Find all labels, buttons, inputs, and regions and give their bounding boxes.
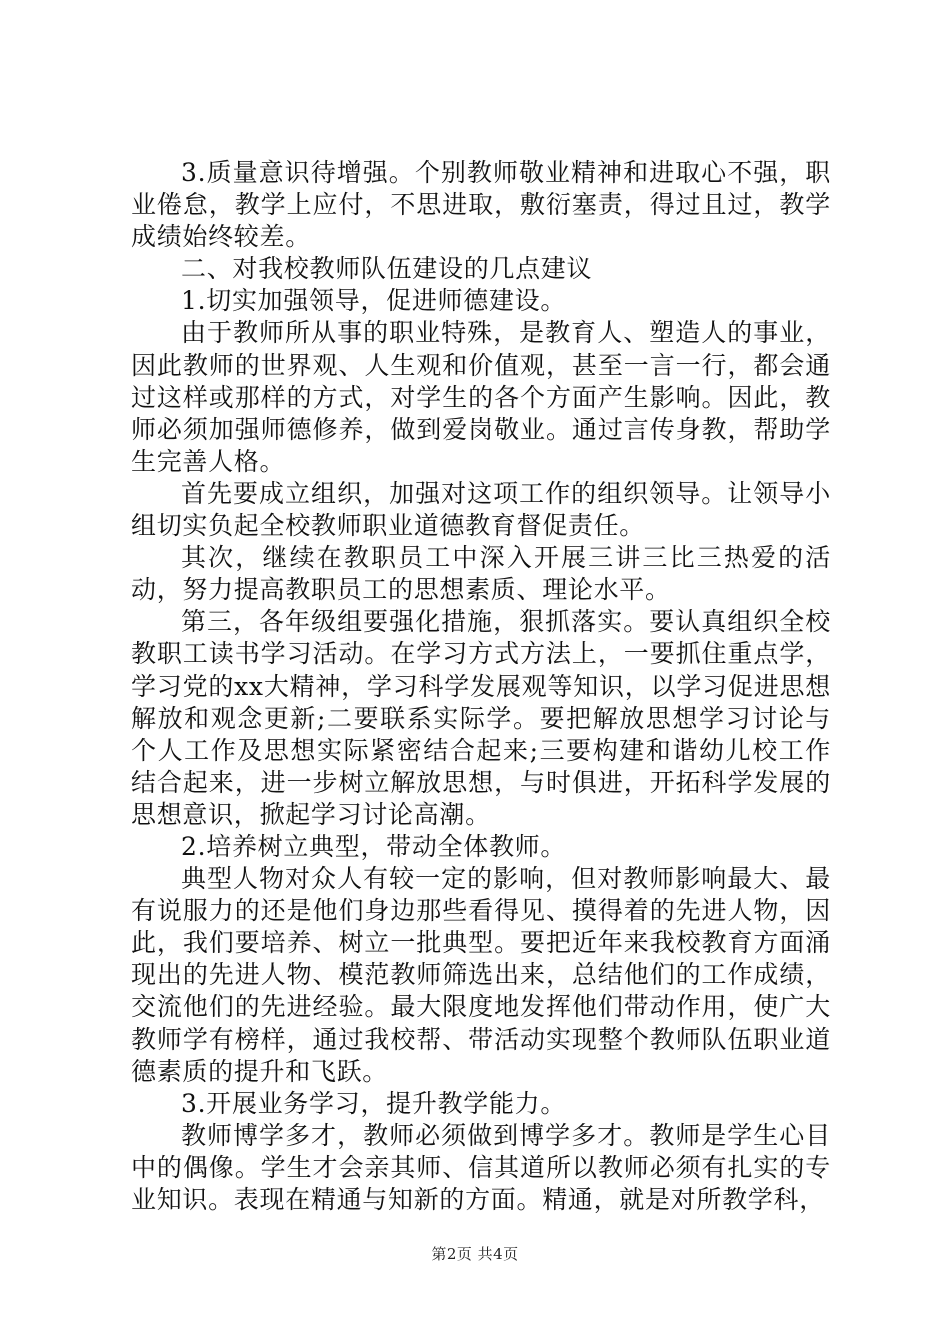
section-heading-suggestions: 二、对我校教师队伍建设的几点建议 (181, 254, 593, 284)
paragraph-third-measures: 第三，各年级组要强化措施，狠抓落实。要认真组织全校教职工读书学习活动。在学习方式方法上，一要抓住重点学，学习党的xx大精神，学习科学发展观等知识，以学习促进思想解放和观念更新;二要联系实际学。要把解放思想学习讨论与个人工作及思想实际紧密结合起来;三要构建和谐幼儿校工作结合起来，进一步树立解放思想，与时俱进，开拓科学发展的思想意识，掀起学习讨论高潮。 (131, 607, 831, 829)
paragraph-typical-figures: 典型人物对众人有较一定的影响，但对教师影响最大、最有说服力的还是他们身边那些看得见、摸得着的先进人物，因此，我们要培养、树立一批典型。要把近年来我校教育方面涌现出的先进人物、模范教师筛选出来，总结他们的工作成绩，交流他们的先进经验。最大限度地发挥他们带动作用，使广大教师学有榜样，通过我校帮、带活动实现整个教师队伍职业道德素质的提升和飞跃。 (131, 864, 831, 1086)
subheading-cultivate-models: 2.培养树立典型，带动全体教师。 (181, 831, 567, 861)
subheading-professional-learning: 3.开展业务学习，提升教学能力。 (181, 1088, 567, 1118)
subheading-strengthen-leadership: 1.切实加强领导，促进师德建设。 (181, 286, 567, 316)
paragraph-first-organize: 首先要成立组织，加强对这项工作的组织领导。让领导小组切实负起全校教师职业道德教育督促责任。 (131, 478, 831, 541)
document-body (131, 157, 831, 1216)
paragraph-quality-awareness: 3.质量意识待增强。个别教师敬业精神和进取心不强，职业倦怠，教学上应付，不思进取，敷衍塞责，得过且过，教学成绩始终较差。 (131, 158, 831, 252)
paragraph-erudite-teachers: 教师博学多才，教师必须做到博学多才。教师是学生心目中的偶像。学生才会亲其师、信其道所以教师必须有扎实的专业知识。表现在精通与知新的方面。精通，就是对所教学科， (131, 1120, 831, 1214)
paragraph-second-activities: 其次，继续在教职员工中深入开展三讲三比三热爱的活动，努力提高教职员工的思想素质、理论水平。 (131, 543, 831, 605)
page-number-footer: 第2页 共4页 (431, 1245, 519, 1263)
paragraph-teacher-ethics: 由于教师所从事的职业特殊，是教育人、塑造人的事业，因此教师的世界观、人生观和价值观，甚至一言一行，都会通过这样或那样的方式，对学生的各个方面产生影响。因此，教师必须加强师德修养，做到爱岗敬业。通过言传身教，帮助学生完善人格。 (131, 318, 831, 476)
